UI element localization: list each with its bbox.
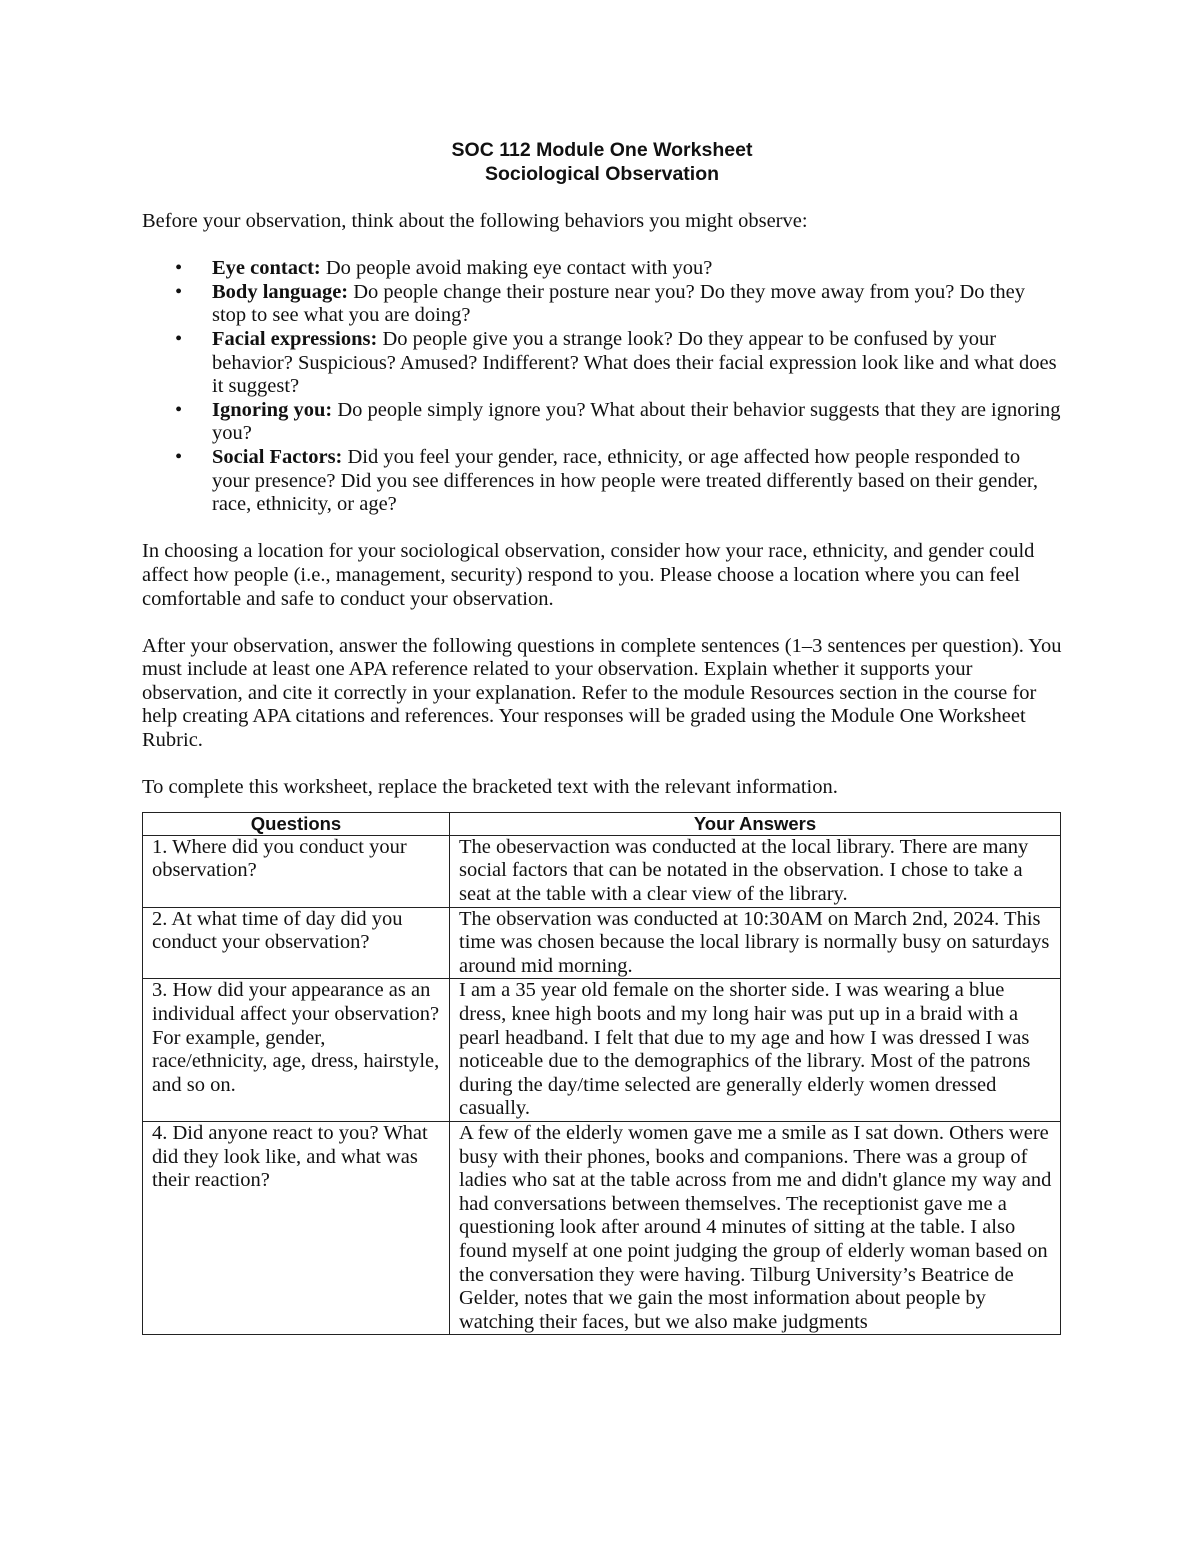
answer-cell[interactable]: The obeservaction was conducted at the local library. There are many social factors that can be notated in the observation. I chose to take a seat at the table with a clear view of the library. bbox=[450, 835, 1061, 907]
answer-cell[interactable]: A few of the elderly women gave me a smile as I sat down. Others were busy with their phones, books and companions. There was a group of ladies who sat at the table across from me and didn't glance my way and had conversations between themselves. The receptionist gave me a questioning look after around 4 minutes of sitting at the table. I also found myself at one point judging the group of elderly woman based on the conversation they were having. Tilburg University’s Beatrice de Gelder, notes that we gain the most information about people by watching their faces, but we also make judgments bbox=[450, 1121, 1061, 1334]
bullet-icon: • bbox=[175, 280, 183, 303]
table-row bbox=[143, 835, 1061, 907]
behavior-text: Do people change their posture near you? Do they move away from you? Do they stop to see what you are doing? bbox=[212, 280, 1025, 327]
document-subtitle: Sociological Observation bbox=[484, 163, 720, 185]
behavior-text: Did you feel your gender, race, ethnicity, or age affected how people responded to your presence? Did you see differences in how people were treated differently based on their gender, race, ethnicity, or age? bbox=[212, 445, 1039, 516]
title-block bbox=[142, 138, 1062, 186]
bullet-icon: • bbox=[175, 398, 183, 421]
table-row bbox=[143, 979, 1061, 1122]
completion-instructions: To complete this worksheet, replace the bracketed text with the relevant information. bbox=[142, 776, 838, 799]
column-header-questions: Questions bbox=[143, 812, 450, 835]
table-row bbox=[143, 1121, 1061, 1334]
behavior-term: Eye contact: bbox=[212, 257, 321, 280]
bullet-icon: • bbox=[175, 445, 183, 468]
question-cell: 1. Where did you conduct your observation? bbox=[143, 835, 450, 907]
behavior-term: Body language: bbox=[212, 280, 349, 303]
behavior-item-ignoring-you bbox=[175, 398, 1062, 446]
worksheet-page bbox=[142, 138, 1062, 1335]
after-observation-paragraph: After your observation, answer the following questions in complete sentences (1–3 sentences per question). You must include at least one APA reference related to your observation. Explain whether it supports your observation, and cite it correctly in your explanation. Refer to the module Resources section in the course for help creating APA citations and references. Your responses will be graded using the Module One Worksheet Rubric. bbox=[142, 634, 1062, 752]
behavior-item-body-language bbox=[175, 280, 1062, 328]
behavior-item-facial-expressions bbox=[175, 327, 1062, 399]
behavior-text: Do people give you a strange look? Do they appear to be confused by your behavior? Suspicious? Amused? Indifferent? What does their facial expression look like and what does it suggest? bbox=[212, 327, 1057, 398]
behavior-item-eye-contact bbox=[175, 257, 1062, 281]
behavior-term: Ignoring you: bbox=[212, 398, 333, 421]
behavior-text: Do people avoid making eye contact with you? bbox=[320, 257, 713, 280]
question-cell: 2. At what time of day did you conduct your observation? bbox=[143, 907, 450, 979]
table-header-row bbox=[143, 812, 1061, 835]
bullet-icon: • bbox=[175, 327, 183, 350]
behavior-text: Do people simply ignore you? What about their behavior suggests that they are ignoring you? bbox=[212, 398, 1061, 445]
bullet-icon: • bbox=[175, 257, 183, 280]
answer-cell[interactable]: I am a 35 year old female on the shorter side. I was wearing a blue dress, knee high boots and my long hair was put up in a braid with a pearl headband. I felt that due to my age and how I was dressed I was noticeable due to the demographics of the library. Most of the patrons during the day/time selected are generally elderly women dressed casually. bbox=[450, 979, 1061, 1122]
behavior-term: Social Factors: bbox=[212, 445, 343, 468]
answer-cell[interactable]: The observation was conducted at 10:30AM on March 2nd, 2024. This time was chosen because the local library is normally busy on saturdays around mid morning. bbox=[450, 907, 1061, 979]
table-row bbox=[143, 907, 1061, 979]
behavior-term: Facial expressions: bbox=[212, 327, 378, 350]
column-header-answers: Your Answers bbox=[450, 812, 1061, 835]
location-paragraph: In choosing a location for your sociological observation, consider how your race, ethnicity, and gender could affect how people (i.e., management, security) respond to you. Please choose a location where you can feel comfortable and safe to conduct your observation. bbox=[142, 540, 1035, 610]
question-cell: 3. How did your appearance as an individual affect your observation? For example, gender, race/ethnicity, age, dress, hairstyle, and so on. bbox=[143, 979, 450, 1122]
question-cell: 4. Did anyone react to you? What did they look like, and what was their reaction? bbox=[143, 1121, 450, 1334]
behavior-item-social-factors bbox=[175, 445, 1062, 517]
document-title: SOC 112 Module One Worksheet bbox=[451, 139, 753, 161]
behavior-list bbox=[142, 257, 1062, 517]
intro-paragraph: Before your observation, think about the following behaviors you might observe: bbox=[142, 210, 808, 232]
answers-table bbox=[142, 812, 1061, 1335]
